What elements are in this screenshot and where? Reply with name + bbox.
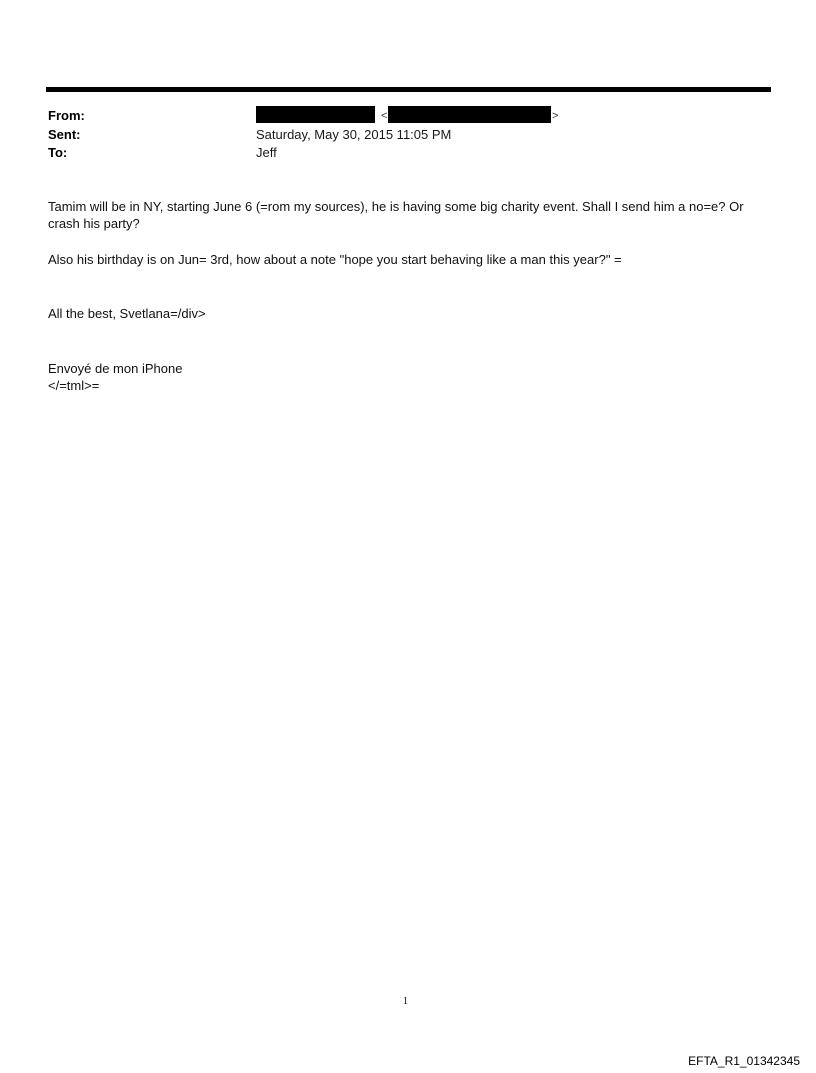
body-signature: Envoyé de mon iPhone — [48, 361, 183, 376]
email-open-bracket: < — [381, 110, 388, 122]
page-number: 1 — [403, 996, 408, 1007]
header-divider — [46, 87, 771, 92]
document-id: EFTA_R1_01342345 — [688, 1054, 800, 1068]
to-label: To: — [48, 145, 68, 160]
body-trailing-markup: </=tml>= — [48, 378, 100, 393]
redacted-sender-email — [388, 106, 551, 123]
redacted-sender-name — [256, 106, 375, 123]
body-paragraph-2: Also his birthday is on Jun= 3rd, how about a note "hope you start behaving like a man this year?" = — [48, 252, 622, 267]
email-close-bracket: > — [552, 110, 559, 122]
sent-value: Saturday, May 30, 2015 11:05 PM — [256, 127, 452, 142]
to-value: Jeff — [256, 145, 277, 160]
sent-label: Sent: — [48, 127, 81, 142]
from-label: From: — [48, 108, 85, 123]
body-paragraph-1: Tamim will be in NY, starting June 6 (=rom my sources), he is having some big charity event. Shall I send him a no=e? Or crash his party? — [48, 199, 744, 231]
body-signoff: All the best, Svetlana=/div> — [48, 306, 206, 321]
